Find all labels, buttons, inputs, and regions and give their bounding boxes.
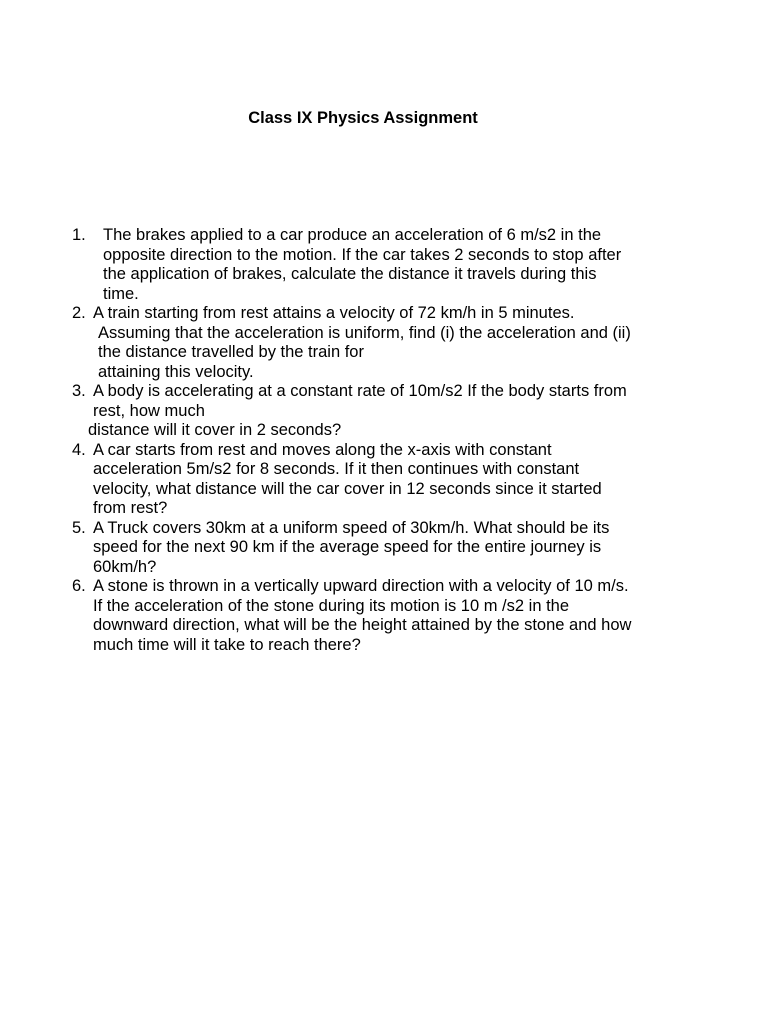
question-3-line-3: distance will it cover in 2 seconds? [88, 421, 342, 439]
question-number: 1. [72, 226, 86, 244]
question-4-line-1: A car starts from rest and moves along the x-axis with constant [93, 440, 552, 459]
question-number: 5. [72, 518, 86, 537]
question-2-line-4: attaining this velocity. [98, 362, 254, 381]
question-1-line-4: time. [103, 284, 139, 303]
question-6-line-4: much time will it take to reach there? [93, 635, 361, 654]
question-5-line-3: 60km/h? [93, 557, 157, 576]
question-number: 4. [72, 440, 86, 459]
question-6-line-3: downward direction, what will be the height attained by the stone and how [93, 616, 632, 634]
question-5-line-1: A Truck covers 30km at a uniform speed of 30km/h. What should be its [93, 518, 610, 537]
page-title: Class IX Physics Assignment [248, 109, 478, 127]
question-3-line-1: A body is accelerating at a constant rate of 10m/s2 If the body starts from [93, 382, 627, 400]
question-number: 6. [72, 577, 86, 595]
question-number: 3. [72, 382, 86, 400]
question-2-line-2: Assuming that the acceleration is uniform, find (i) the acceleration and (ii) [98, 323, 631, 342]
question-6-line-2: If the acceleration of the stone during its motion is 10 m /s2 in the [93, 596, 570, 615]
question-1-line-3: the application of brakes, calculate the distance it travels during this [103, 265, 597, 283]
question-3-line-2: rest, how much [93, 401, 205, 420]
question-4-line-4: from rest? [93, 499, 168, 517]
question-1-line-1: The brakes applied to a car produce an acceleration of 6 m/s2 in the [103, 226, 602, 244]
question-2-line-3: the distance travelled by the train for [98, 343, 364, 361]
question-1-line-2: opposite direction to the motion. If the car takes 2 seconds to stop after [103, 245, 622, 264]
question-4-line-3: velocity, what distance will the car cover in 12 seconds since it started [93, 479, 602, 498]
question-number: 2. [72, 304, 86, 322]
question-2-line-1: A train starting from rest attains a velocity of 72 km/h in 5 minutes. [93, 304, 575, 322]
question-4-line-2: acceleration 5m/s2 for 8 seconds. If it then continues with constant [93, 460, 580, 478]
question-5-line-2: speed for the next 90 km if the average speed for the entire journey is [93, 538, 602, 556]
question-6-line-1: A stone is thrown in a vertically upward direction with a velocity of 10 m/s. [93, 577, 629, 595]
